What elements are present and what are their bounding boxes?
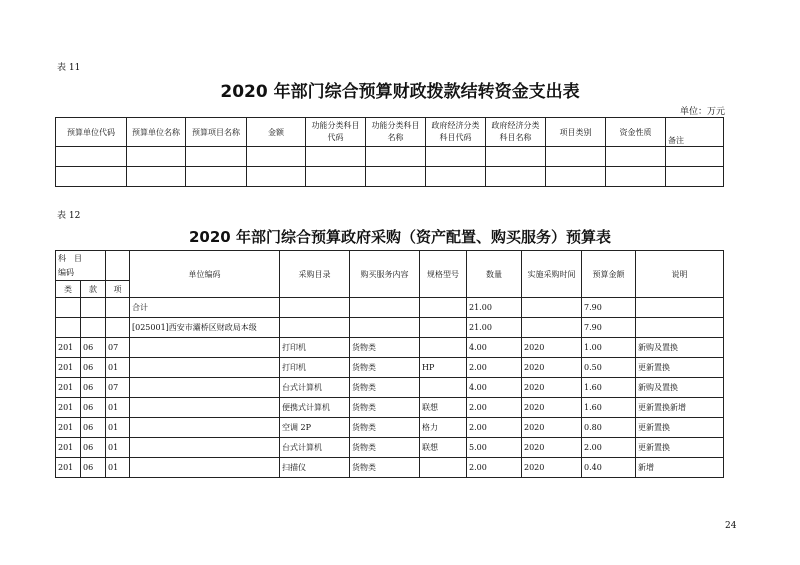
t12-cell-unit [130, 418, 280, 438]
t12-cell-qty: 2.00 [467, 418, 522, 438]
t12-cell-time: 2020 [522, 458, 582, 478]
t12-cell-qty: 2.00 [467, 358, 522, 378]
t12-header-row-1 [56, 251, 724, 266]
t12-cell-service: 货物类 [350, 418, 420, 438]
t12-unit-row [56, 318, 724, 338]
t11-h-unit-name: 预算单位名称 [127, 118, 186, 147]
t12-cell-catalog: 便携式计算机 [280, 398, 350, 418]
table-row [56, 167, 724, 187]
t12-cell-lei: 201 [56, 438, 81, 458]
t12-cell-lei: 201 [56, 418, 81, 438]
t12-cell-time: 2020 [522, 438, 582, 458]
t12-cell-amount: 1.00 [582, 338, 636, 358]
t12-cell-note: 新增 [636, 458, 724, 478]
t12-cell-time: 2020 [522, 358, 582, 378]
t12-cell-service: 货物类 [350, 378, 420, 398]
t12-cell-amount: 0.50 [582, 358, 636, 378]
t12-cell-time: 2020 [522, 398, 582, 418]
t12-cell-qty: 5.00 [467, 438, 522, 458]
t11-h-func-name: 功能分类科目名称 [366, 118, 426, 147]
t11-h-amount: 金额 [247, 118, 306, 147]
t12-h-time: 实施采购时间 [522, 251, 582, 298]
t12-cell-amount: 2.00 [582, 438, 636, 458]
t12-cell-lei: 201 [56, 458, 81, 478]
t12-h-unit-code: 单位编码 [130, 251, 280, 298]
t12-cell-service: 货物类 [350, 398, 420, 418]
t12-total-label: 合计 [130, 298, 280, 318]
t12-h-qty: 数量 [467, 251, 522, 298]
t12-cell-unit [130, 338, 280, 358]
t12-cell-service: 货物类 [350, 358, 420, 378]
t11-h-project-name: 预算项目名称 [186, 118, 247, 147]
t12-h-bianma: 编码 [56, 266, 106, 281]
t12-cell-amount: 0.40 [582, 458, 636, 478]
table-row [56, 418, 724, 438]
t12-cell-xiang: 01 [106, 358, 130, 378]
t12-cell-kuan: 06 [81, 338, 106, 358]
t12-cell-unit [130, 438, 280, 458]
t12-h-catalog: 采购目录 [280, 251, 350, 298]
t12-cell-note: 更新置换 [636, 438, 724, 458]
t12-cell-kuan: 06 [81, 438, 106, 458]
t12-cell-xiang: 01 [106, 438, 130, 458]
t12-cell-xiang: 07 [106, 338, 130, 358]
t11-h-remark: 备注 [666, 118, 724, 147]
table11-label: 表 11 [57, 63, 81, 73]
table11 [55, 117, 724, 187]
t12-cell-amount: 1.60 [582, 378, 636, 398]
table12-title: 2020 年部门综合预算政府采购（资产配置、购买服务）预算表 [189, 228, 611, 246]
t12-cell-note: 更新置换 [636, 418, 724, 438]
table-row [56, 458, 724, 478]
t12-cell-xiang: 07 [106, 378, 130, 398]
t12-cell-spec: 联想 [420, 438, 467, 458]
table11-title: 2020 年部门综合预算财政拨款结转资金支出表 [220, 82, 580, 102]
table-row [56, 358, 724, 378]
t12-cell-qty: 4.00 [467, 338, 522, 358]
table11-unit: 单位：万元 [680, 107, 726, 117]
t12-cell-catalog: 台式计算机 [280, 378, 350, 398]
table11-header-row [56, 118, 724, 147]
t12-h-kuan: 款 [81, 281, 106, 298]
t12-cell-spec: 联想 [420, 398, 467, 418]
t12-cell-spec [420, 338, 467, 358]
t12-cell-time: 2020 [522, 338, 582, 358]
t12-cell-unit [130, 378, 280, 398]
t11-h-unit-code: 预算单位代码 [56, 118, 127, 147]
t12-cell-catalog: 台式计算机 [280, 438, 350, 458]
t12-cell-kuan: 06 [81, 458, 106, 478]
t12-cell-kuan: 06 [81, 418, 106, 438]
t12-cell-spec: HP [420, 358, 467, 378]
t12-cell-note: 新购及置换 [636, 338, 724, 358]
t12-cell-xiang: 01 [106, 458, 130, 478]
t12-cell-catalog: 空调 2P [280, 418, 350, 438]
t12-h-note: 说明 [636, 251, 724, 298]
t12-cell-xiang: 01 [106, 418, 130, 438]
t12-cell-amount: 0.80 [582, 418, 636, 438]
t12-cell-service: 货物类 [350, 338, 420, 358]
t12-cell-qty: 2.00 [467, 398, 522, 418]
t12-cell-unit [130, 458, 280, 478]
t11-h-fund-nature: 资金性质 [606, 118, 666, 147]
t12-cell-service: 货物类 [350, 438, 420, 458]
t12-cell-unit [130, 398, 280, 418]
t12-cell-kuan: 06 [81, 358, 106, 378]
table-row [56, 398, 724, 418]
t12-total-qty: 21.00 [467, 298, 522, 318]
t12-cell-catalog: 打印机 [280, 358, 350, 378]
t12-cell-amount: 1.60 [582, 398, 636, 418]
t12-unit-label: [025001]西安市灞桥区财政局本级 [130, 318, 280, 338]
t12-cell-qty: 2.00 [467, 458, 522, 478]
t12-cell-lei: 201 [56, 338, 81, 358]
t12-h-kemu: 科 目 [56, 251, 106, 266]
t12-h-service: 购买服务内容 [350, 251, 420, 298]
t12-cell-xiang: 01 [106, 398, 130, 418]
t12-h-amount: 预算金额 [582, 251, 636, 298]
t12-cell-note: 新购及置换 [636, 378, 724, 398]
t12-cell-lei: 201 [56, 378, 81, 398]
t12-cell-catalog: 打印机 [280, 338, 350, 358]
t12-cell-spec: 格力 [420, 418, 467, 438]
t11-h-econ-code: 政府经济分类科目代码 [426, 118, 486, 147]
page-number: 24 [725, 521, 737, 531]
t12-cell-spec [420, 378, 467, 398]
t11-h-project-type: 项目类别 [546, 118, 606, 147]
t12-cell-catalog: 扫描仪 [280, 458, 350, 478]
t12-cell-qty: 4.00 [467, 378, 522, 398]
table12 [55, 250, 724, 478]
t12-total-row [56, 298, 724, 318]
t12-h-spec: 规格型号 [420, 251, 467, 298]
t12-cell-unit [130, 358, 280, 378]
t12-h-lei: 类 [56, 281, 81, 298]
table-row [56, 438, 724, 458]
t12-cell-time: 2020 [522, 378, 582, 398]
t12-cell-lei: 201 [56, 398, 81, 418]
table-row [56, 338, 724, 358]
table-row [56, 378, 724, 398]
t12-total-amount: 7.90 [582, 298, 636, 318]
t12-cell-service: 货物类 [350, 458, 420, 478]
t12-cell-time: 2020 [522, 418, 582, 438]
t12-cell-kuan: 06 [81, 378, 106, 398]
t11-h-econ-name: 政府经济分类科目名称 [486, 118, 546, 147]
t12-unit-qty: 21.00 [467, 318, 522, 338]
table12-label: 表 12 [57, 211, 81, 221]
t12-cell-note: 更新置换新增 [636, 398, 724, 418]
table-row [56, 147, 724, 167]
t12-cell-spec [420, 458, 467, 478]
t11-h-func-code: 功能分类科目代码 [306, 118, 366, 147]
t12-cell-kuan: 06 [81, 398, 106, 418]
t12-unit-amount: 7.90 [582, 318, 636, 338]
t12-cell-note: 更新置换 [636, 358, 724, 378]
t12-cell-lei: 201 [56, 358, 81, 378]
t12-h-xiang: 项 [106, 281, 130, 298]
